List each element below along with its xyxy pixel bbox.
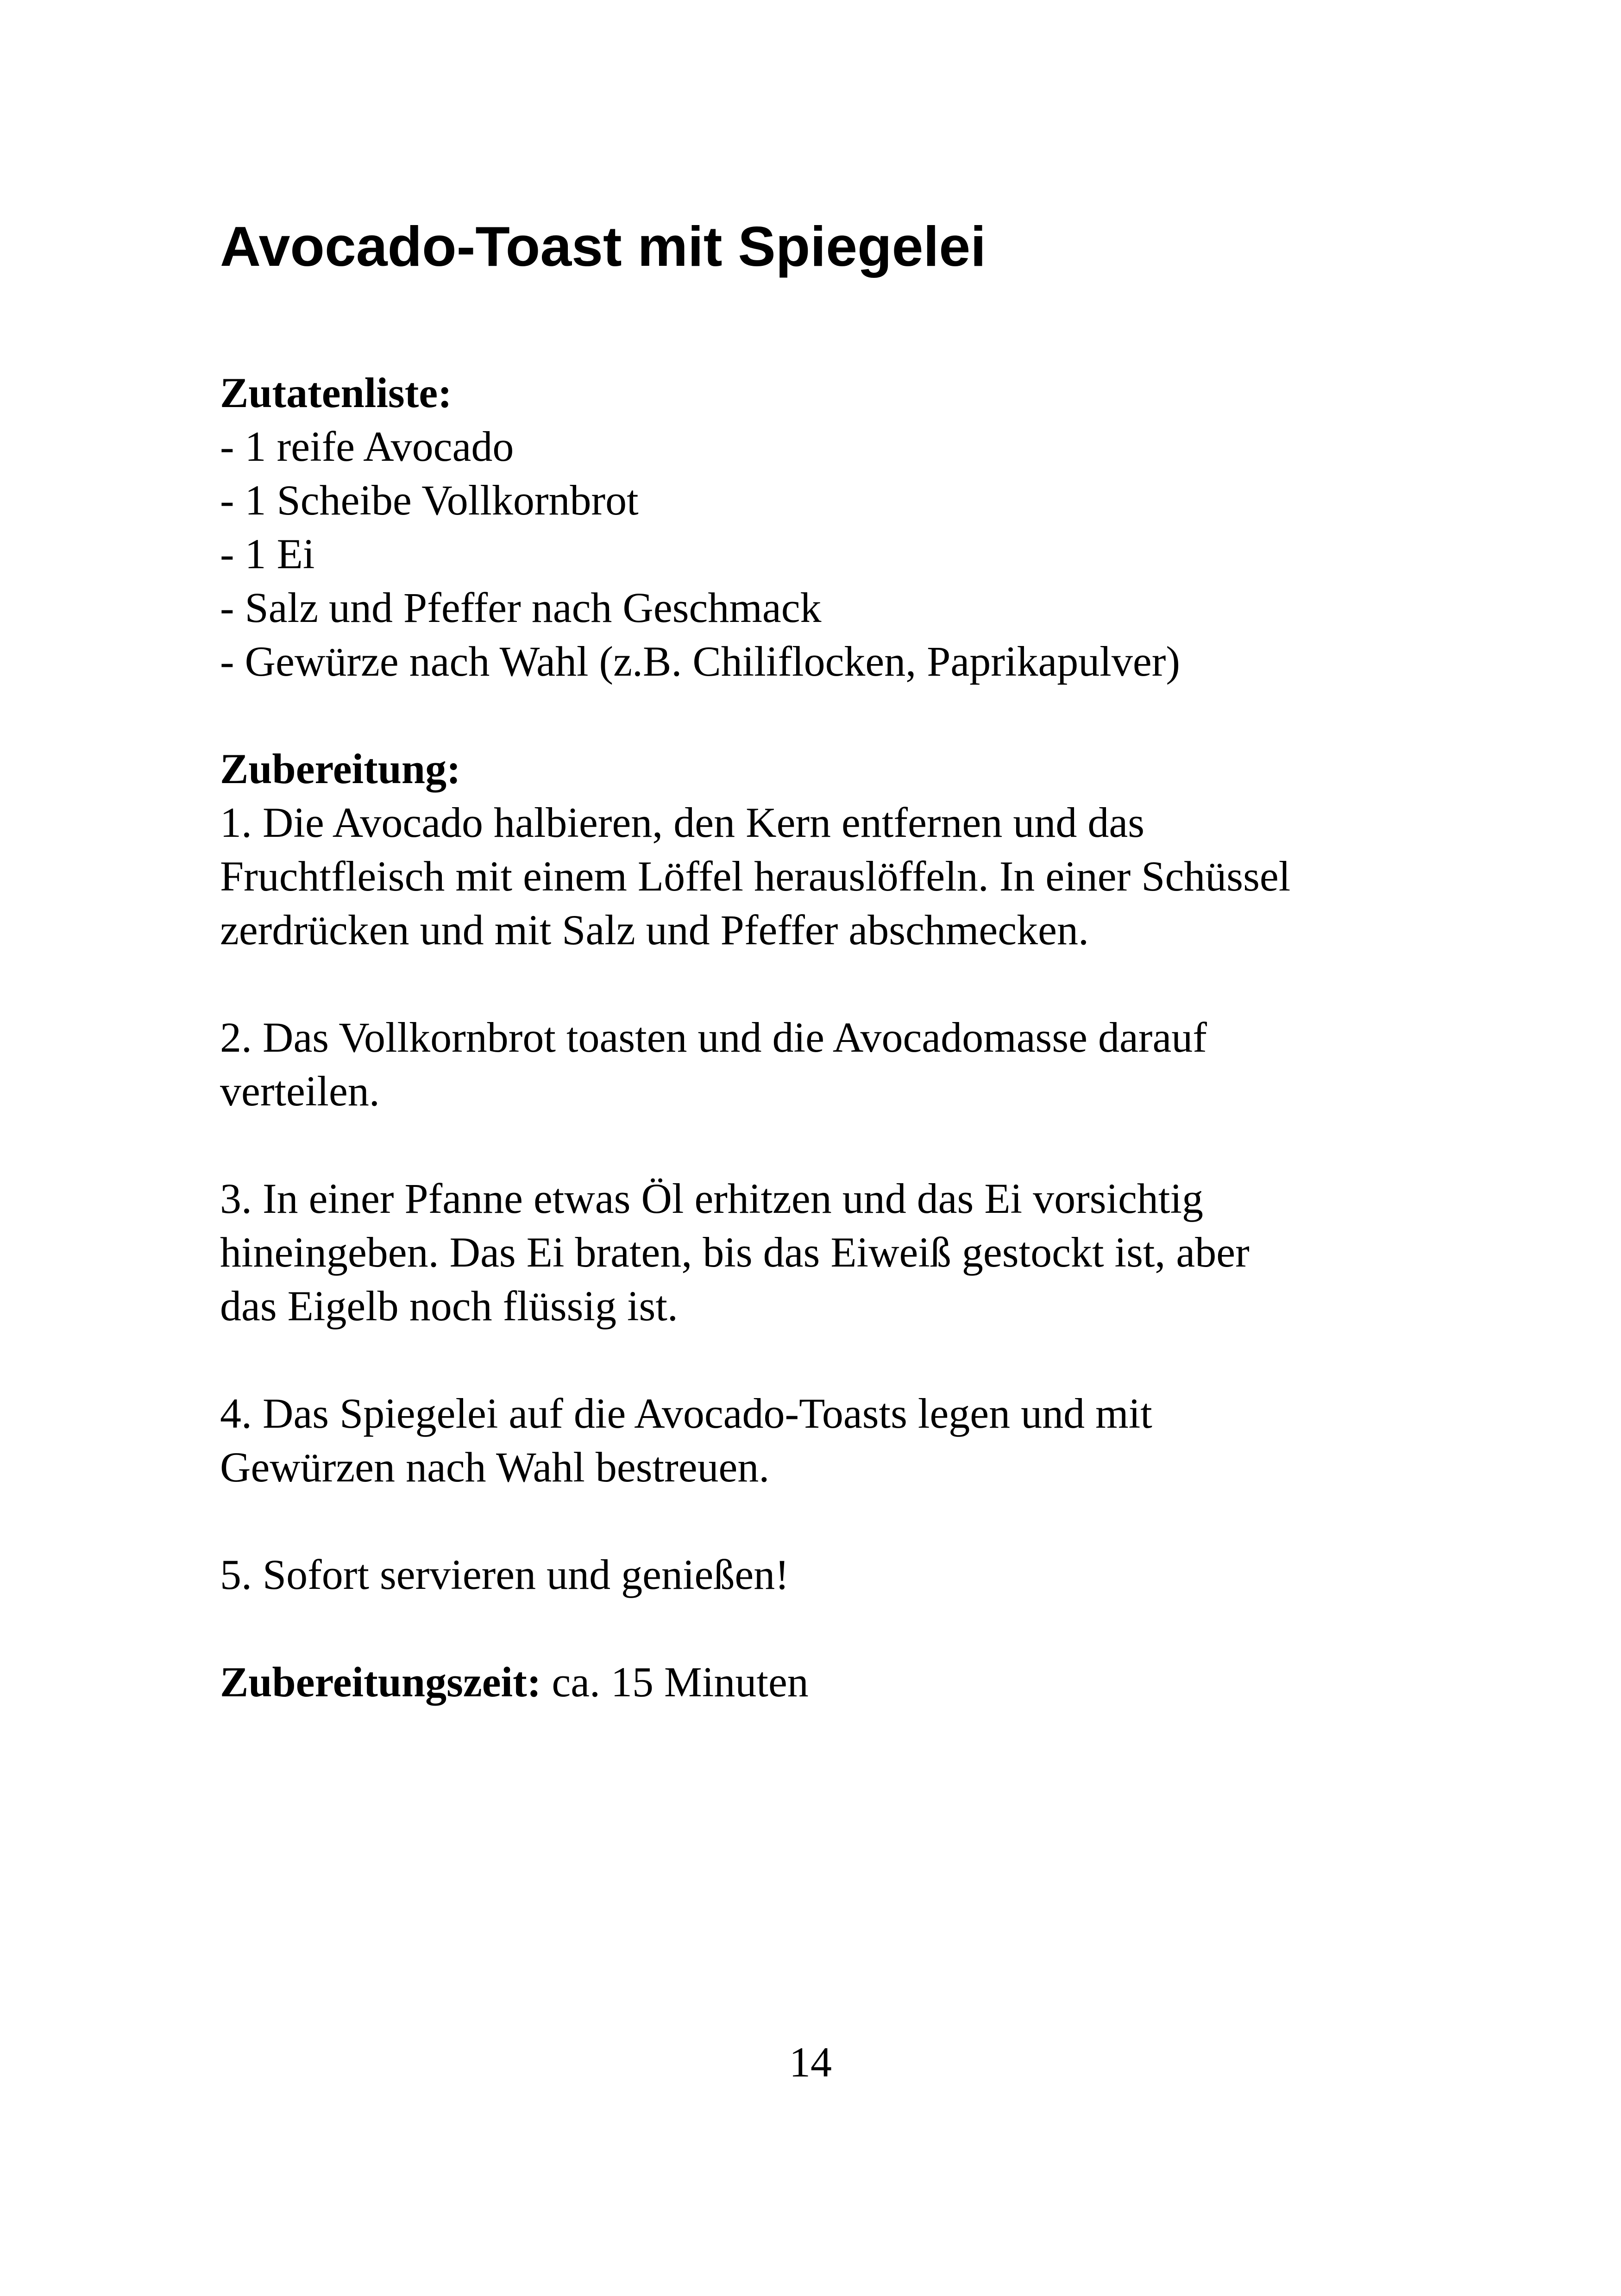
spacer [220, 957, 1470, 1010]
step-line: 3. In einer Pfanne etwas Öl erhitzen und das Ei vorsichtig [220, 1175, 1204, 1222]
step-line: 4. Das Spiegelei auf die Avocado-Toasts legen und mit [220, 1390, 1152, 1437]
prep-time-value: ca. 15 Minuten [541, 1658, 809, 1706]
preparation-heading: Zubereitung: [220, 745, 461, 792]
step-line: Gewürzen nach Wahl bestreuen. [220, 1443, 770, 1491]
prep-time [220, 1655, 1470, 1709]
spacer [220, 1494, 1470, 1548]
ingredients-section [220, 366, 1470, 688]
ingredient-item: - 1 Ei [220, 530, 315, 577]
spacer [220, 1333, 1470, 1386]
preparation-section [220, 742, 1470, 1601]
preparation-step-2 [220, 1010, 1470, 1118]
step-line: zerdrücken und mit Salz und Pfeffer abschmecken. [220, 906, 1089, 954]
ingredient-item: - 1 Scheibe Vollkornbrot [220, 477, 639, 524]
step-line: 5. Sofort servieren und genießen! [220, 1551, 789, 1598]
ingredient-item: - 1 reife Avocado [220, 423, 514, 470]
prep-time-label: Zubereitungszeit: [220, 1658, 541, 1706]
preparation-step-1 [220, 796, 1470, 957]
spacer [220, 1118, 1470, 1172]
recipe-body [220, 366, 1470, 1709]
preparation-step-5 [220, 1548, 1470, 1601]
page-number: 14 [789, 2039, 832, 2086]
step-line: das Eigelb noch flüssig ist. [220, 1282, 678, 1330]
ingredients-heading: Zutatenliste: [220, 369, 452, 416]
spacer [220, 1601, 1470, 1655]
spacer [220, 688, 1470, 742]
step-line: 1. Die Avocado halbieren, den Kern entfernen und das [220, 799, 1145, 846]
step-line: verteilen. [220, 1067, 380, 1115]
step-line: hineingeben. Das Ei braten, bis das Eiweiß gestockt ist, aber [220, 1229, 1250, 1276]
preparation-step-3 [220, 1172, 1470, 1333]
recipe-title: Avocado-Toast mit Spiegelei [220, 215, 986, 278]
ingredient-item: - Gewürze nach Wahl (z.B. Chiliflocken, Paprikapulver) [220, 638, 1180, 685]
step-line: Fruchtfleisch mit einem Löffel herauslöffeln. In einer Schüssel [220, 853, 1291, 900]
step-line: 2. Das Vollkornbrot toasten und die Avocadomasse darauf [220, 1014, 1207, 1061]
preparation-step-4 [220, 1386, 1470, 1494]
ingredient-item: - Salz und Pfeffer nach Geschmack [220, 584, 822, 631]
